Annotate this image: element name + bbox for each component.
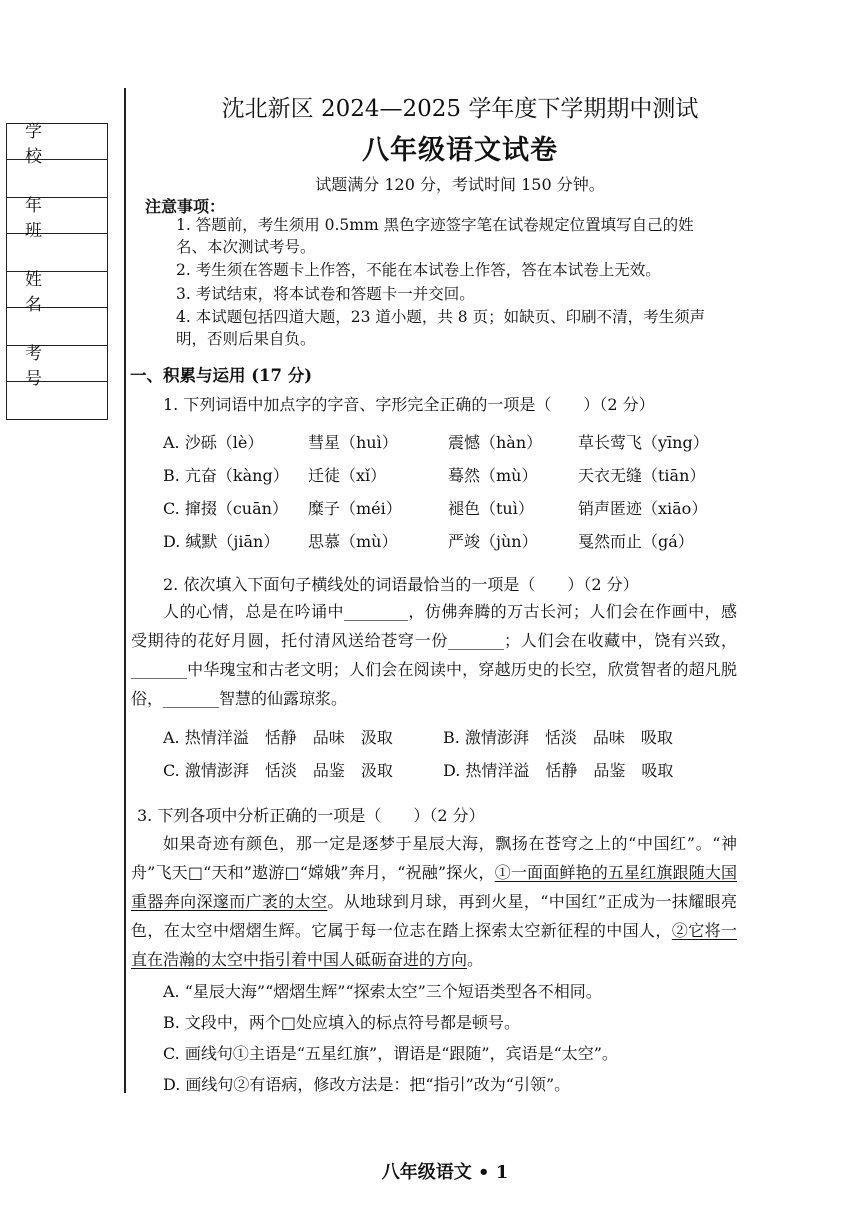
q2-stem: 2. 依次填入下面句子横线处的词语最恰当的一项是（ ）（2 分） — [163, 575, 639, 594]
notice-item: 3. 考试结束，将本试卷和答题卡一并交回。 — [176, 285, 475, 303]
choice: D. 热情洋溢 恬静 品鉴 吸取 — [443, 761, 674, 780]
word: B. 亢奋（kàng） — [163, 466, 289, 485]
number-label: 考 号 — [7, 346, 107, 382]
word: 戛然而止（gá） — [578, 532, 694, 551]
choice: C. 激情澎湃 恬淡 品鉴 汲取 — [163, 761, 393, 780]
word: 天衣无缝（tiān） — [578, 466, 706, 485]
underlined-sentence-2: ②它将一直在浩瀚的太空中指引着中国人砥砺奋进的方向 — [131, 921, 737, 969]
word: 思慕（mù） — [308, 532, 398, 551]
passage-text: 。从地球到月球，再到火星，“中国红”正成为一抹耀眼亮色，在太空中熠熠生辉。它属于每一位志在踏上探索太空新征程的中国人， — [131, 892, 737, 940]
q2-passage: 人的心情，总是在吟诵中________，仿佛奔腾的万古长河；人们会在作画中，感受期待的花好月圆，托付清风送给苍穹一份_______；人们会在收藏中，饶有兴致，_______中华瑰宝和古老文明；人们会在阅读中，穿越历史的长空，欣赏智者的超凡脱俗，_______智慧的仙露琼浆。 — [131, 602, 737, 708]
passage-text: 。 — [467, 950, 484, 969]
passage-text: 如果奇迹有颜色，那一定是逐梦于星辰大海，飘扬在苍穹之上的“中国红”。“神舟”飞天□“天和”遨游□“嫦娥”奔月，“祝融”探火， — [131, 834, 737, 882]
word: 蓦然（mù） — [448, 466, 538, 485]
notice-heading: 注意事项： — [145, 197, 226, 216]
word: 糜子（méi） — [308, 499, 402, 518]
notice-item: 2. 考生须在答题卡上作答，不能在本试卷上作答，答在本试卷上无效。 — [176, 261, 661, 279]
word: 草长莺飞（yīng） — [578, 433, 709, 452]
student-info-box — [6, 123, 108, 420]
word: C. 撺掇（cuān） — [163, 499, 288, 518]
exam-title: 沈北新区 2024—2025 学年度下学期期中测试 — [221, 96, 699, 122]
word: D. 缄默（jiān） — [163, 532, 280, 551]
page-footer: 八年级语文 • 1 — [381, 1162, 509, 1183]
q1-option-row — [163, 430, 723, 453]
q1-option-row — [163, 529, 723, 552]
notice-item: 4. 本试题包括四道大题，23 道小题，共 8 页；如缺页、印刷不清，考生须声明，否则后果自负。 — [176, 308, 706, 348]
word: A. 沙砾（lè） — [163, 433, 264, 452]
school-label: 学 校 — [7, 124, 107, 160]
section-heading: 一、积累与运用 (17 分) — [130, 366, 313, 385]
q1-option-row — [163, 463, 723, 486]
q3-option: D. 画线句②有语病，修改方法是：把“指引”改为“引领”。 — [163, 1075, 571, 1094]
choice: B. 激情澎湃 恬淡 品味 吸取 — [443, 728, 673, 747]
choice: A. 热情洋溢 恬静 品味 汲取 — [163, 728, 393, 747]
q1-stem: 1. 下列词语中加点字的字音、字形完全正确的一项是（ ）（2 分） — [163, 395, 655, 414]
word: 迁徒（xǐ） — [308, 466, 387, 485]
q3-option: C. 画线句①主语是“五星红旗”，谓语是“跟随”，宾语是“太空”。 — [163, 1044, 618, 1063]
q2-choice-row — [163, 758, 723, 781]
exam-meta: 试题满分 120 分，考试时间 150 分钟。 — [315, 175, 605, 194]
word: 销声匿迹（xiāo） — [578, 499, 708, 518]
word: 震憾（hàn） — [448, 433, 543, 452]
binding-line — [124, 88, 126, 1093]
q2-choice-row — [163, 725, 723, 748]
q3-option: A. “星辰大海”“熠熠生辉”“探索太空”三个短语类型各不相同。 — [163, 982, 602, 1001]
word: 褪色（tuì） — [448, 499, 534, 518]
q3-passage — [131, 829, 737, 974]
q3-stem: 3. 下列各项中分析正确的一项是（ ）（2 分） — [137, 806, 485, 825]
q1-option-row — [163, 496, 723, 519]
underlined-sentence-1: ①一面面鲜艳的五星红旗跟随大国重器奔向深邃而广袤的太空 — [131, 863, 737, 911]
word: 彗星（huì） — [308, 433, 398, 452]
notice-item: 1. 答题前，考生须用 0.5mm 黑色字迹签字笔在试卷规定位置填写自己的姓名、本次测试考号。 — [176, 216, 694, 256]
class-label: 年 班 — [7, 198, 107, 234]
q3-option: B. 文段中，两个□处应填入的标点符号都是顿号。 — [163, 1013, 521, 1032]
name-label: 姓 名 — [7, 272, 107, 308]
word: 严竣（jùn） — [448, 532, 538, 551]
paper-title: 八年级语文试卷 — [362, 135, 558, 166]
